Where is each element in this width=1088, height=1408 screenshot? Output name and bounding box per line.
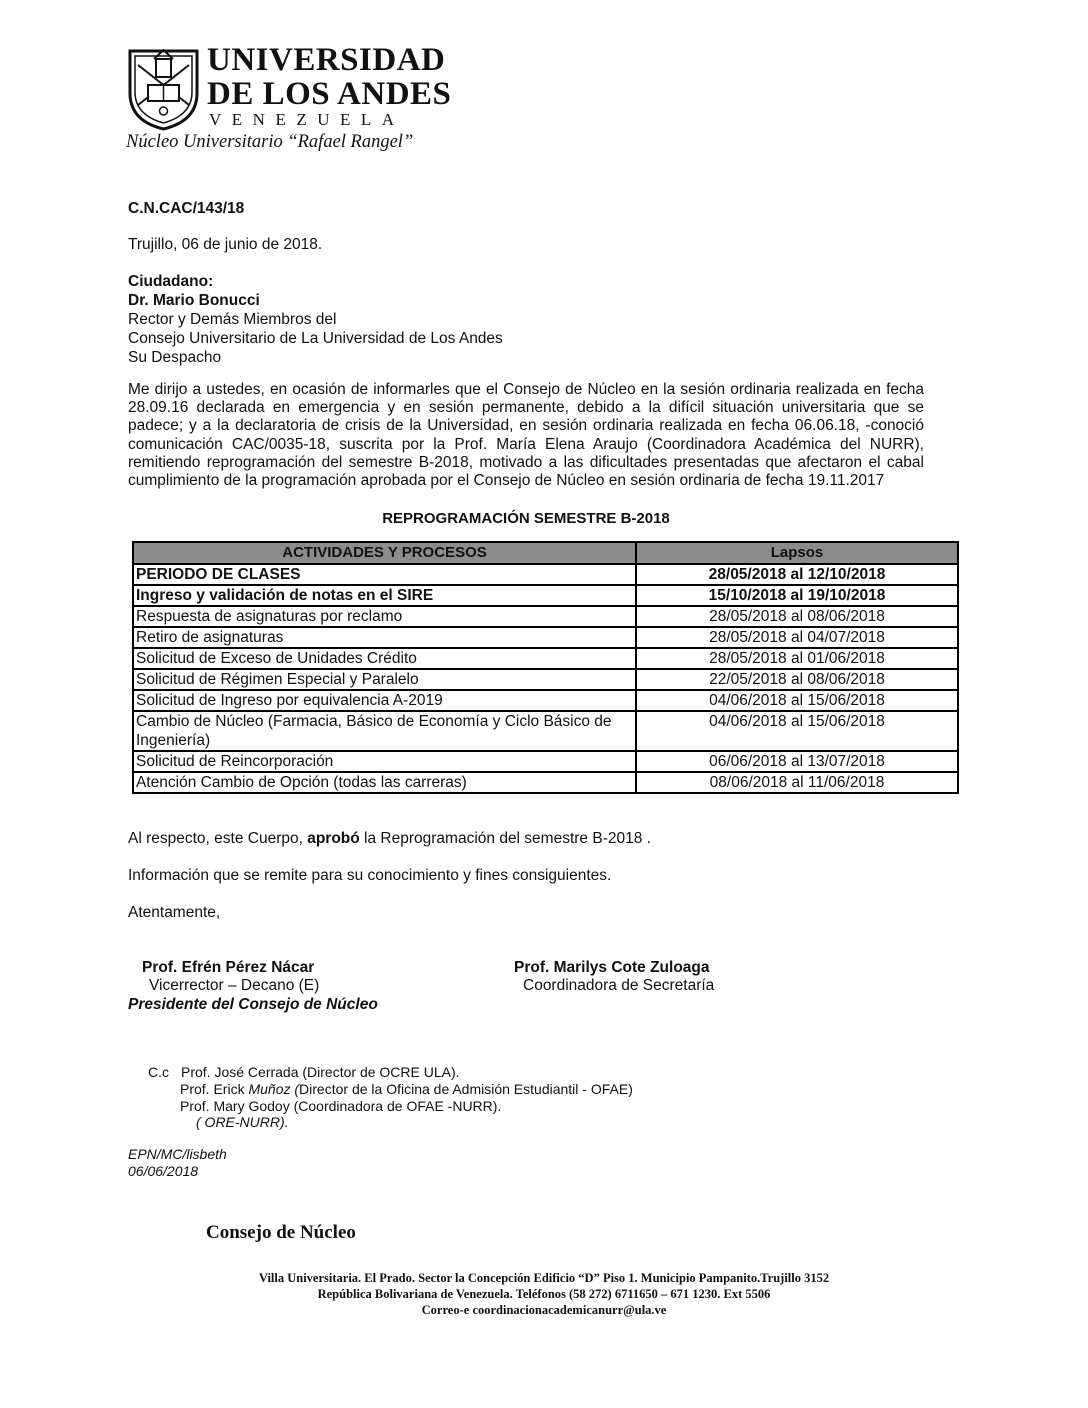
- schedule-table: [132, 541, 959, 794]
- table-title: REPROGRAMACIÓN SEMESTRE B-2018: [382, 510, 670, 527]
- cc-line2: [180, 1080, 633, 1098]
- cc-line2-italic: Muñoz (: [248, 1081, 300, 1097]
- footer-title: Consejo de Núcleo: [206, 1222, 356, 1243]
- cc-line1: Prof. José Cerrada (Director de OCRE ULA).: [181, 1064, 460, 1080]
- approval-bold-word: aprobó: [307, 830, 360, 847]
- university-seal-logo: [126, 45, 201, 131]
- university-name-line1: UNIVERSIDAD: [207, 42, 446, 78]
- table-row: [133, 711, 958, 751]
- activity-cell: PERIODO DE CLASES: [133, 564, 636, 585]
- period-cell: 28/05/2018 al 12/10/2018: [636, 564, 958, 585]
- activity-cell: Respuesta de asignaturas por reclamo: [133, 606, 636, 627]
- date-line: Trujillo, 06 de junio de 2018.: [128, 236, 323, 253]
- initials: EPN/MC/lisbeth: [128, 1146, 227, 1162]
- nucleus-name: Núcleo Universitario “Rafael Rangel”: [126, 132, 414, 152]
- table-row: [133, 669, 958, 690]
- period-cell: 06/06/2018 al 13/07/2018: [636, 751, 958, 772]
- approval-prefix: Al respecto, este Cuerpo,: [128, 830, 308, 847]
- period-cell: 28/05/2018 al 01/06/2018: [636, 648, 958, 669]
- table-row: [133, 606, 958, 627]
- column-header-activity: ACTIVIDADES Y PROCESOS: [133, 542, 636, 564]
- column-header-period: Lapsos: [636, 542, 958, 564]
- activity-cell: Solicitud de Régimen Especial y Paralelo: [133, 669, 636, 690]
- recipient-name: Dr. Mario Bonucci: [128, 292, 260, 309]
- signature-left-title: Vicerrector – Decano (E): [149, 977, 320, 994]
- table-body: [133, 564, 958, 793]
- cc-line3: Prof. Mary Godoy (Coordinadora de OFAE -NURR).: [180, 1098, 502, 1114]
- closing-line: Atentamente,: [128, 904, 221, 921]
- table-row: [133, 751, 958, 772]
- activity-cell: Retiro de asignaturas: [133, 627, 636, 648]
- activity-cell: Atención Cambio de Opción (todas las carreras): [133, 772, 636, 793]
- initials-date: 06/06/2018: [128, 1163, 199, 1179]
- recipient-line3: Su Despacho: [128, 349, 222, 366]
- activity-cell: Ingreso y validación de notas en el SIRE: [133, 585, 636, 606]
- table-row: [133, 772, 958, 793]
- cc-line2-b: Director de la Oficina de Admisión Estudiantil - OFAE): [299, 1081, 633, 1097]
- signature-right-title: Coordinadora de Secretaría: [523, 977, 715, 994]
- footer-phones: República Bolivariana de Venezuela. Teléfonos (58 272) 6711650 – 671 1230. Ext 5506: [317, 1287, 771, 1301]
- period-cell: 28/05/2018 al 04/07/2018: [636, 627, 958, 648]
- footer-address: Villa Universitaria. El Prado. Sector la Concepción Edificio “D” Piso 1. Municipio Pampanito.Trujillo 3152: [258, 1271, 830, 1285]
- university-name-line2: DE LOS ANDES: [207, 76, 452, 112]
- activity-cell: Solicitud de Ingreso por equivalencia A-2019: [133, 690, 636, 711]
- approval-line: [128, 829, 651, 848]
- table-row: [133, 648, 958, 669]
- cc-label: C.c: [148, 1064, 169, 1080]
- activity-cell: Cambio de Núcleo (Farmacia, Básico de Economía y Ciclo Básico de Ingeniería): [133, 711, 636, 751]
- period-cell: 15/10/2018 al 19/10/2018: [636, 585, 958, 606]
- recipient-salutation: Ciudadano:: [128, 273, 214, 290]
- approval-suffix: la Reprogramación del semestre B-2018 .: [359, 830, 651, 847]
- period-cell: 08/06/2018 al 11/06/2018: [636, 772, 958, 793]
- cc-line2-a: Prof. Erick: [180, 1081, 249, 1097]
- period-cell: 28/05/2018 al 08/06/2018: [636, 606, 958, 627]
- country-name: VENEZUELA: [209, 110, 405, 129]
- recipient-line1: Rector y Demás Miembros del: [128, 311, 337, 328]
- reference-number: C.N.CAC/143/18: [128, 200, 245, 217]
- recipient-block: [128, 272, 503, 367]
- signature-left-role: Presidente del Consejo de Núcleo: [128, 996, 378, 1013]
- footer-email: Correo-e coordinacionacademicanurr@ula.ve: [421, 1303, 667, 1317]
- activity-cell: Solicitud de Exceso de Unidades Crédito: [133, 648, 636, 669]
- table-row: [133, 585, 958, 606]
- info-line: Información que se remite para su conocimiento y fines consiguientes.: [128, 867, 612, 884]
- period-cell: 04/06/2018 al 15/06/2018: [636, 711, 958, 751]
- activity-cell: Solicitud de Reincorporación: [133, 751, 636, 772]
- signature-left-name: Prof. Efrén Pérez Nácar: [142, 959, 315, 976]
- table-row: [133, 564, 958, 585]
- signature-right-name: Prof. Marilys Cote Zuloaga: [514, 959, 710, 976]
- body-paragraph: Me dirijo a ustedes, en ocasión de informarles que el Consejo de Núcleo en la sesión ordinaria realizada en fecha 28.09.16 declarada en emergencia y en sesión permanente, debido a la difícil situación universitaria que se padece; y a la declaratoria de crisis de la Universidad, en sesión ordinaria realizada en fecha 06.06.18, -conoció comunicación CAC/0035-18, suscrita por la Prof. María Elena Araujo (Coordinadora Académica del NURR), remitiendo reprogramación del semestre B-2018, motivado a las dificultades presentadas que afectaron el cabal cumplimiento de la programación aprobada por el Consejo de Núcleo en sesión ordinaria de fecha 19.11.2017: [128, 381, 924, 490]
- period-cell: 22/05/2018 al 08/06/2018: [636, 669, 958, 690]
- period-cell: 04/06/2018 al 15/06/2018: [636, 690, 958, 711]
- table-row: [133, 627, 958, 648]
- recipient-line2: Consejo Universitario de La Universidad de Los Andes: [128, 330, 503, 347]
- table-row: [133, 690, 958, 711]
- table-header-row: [133, 542, 958, 564]
- cc-line4: ( ORE-NURR).: [196, 1114, 289, 1130]
